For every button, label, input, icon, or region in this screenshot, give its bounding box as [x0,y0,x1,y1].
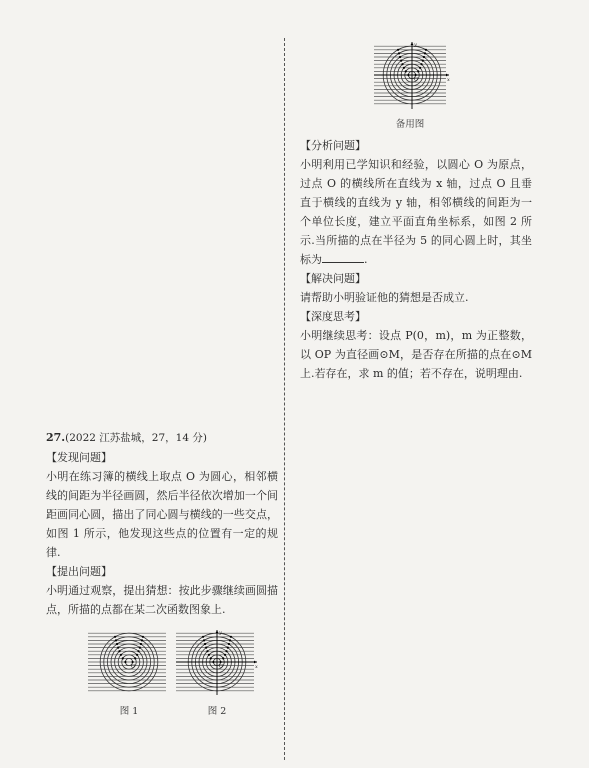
plotted-point [401,63,403,65]
origin-label: O [414,76,419,83]
left-column [46,428,278,619]
x-axis-arrow [446,74,449,77]
backup-figure-caption: 备用图 [395,119,425,130]
plotted-point [208,654,210,656]
plotted-point [227,647,229,649]
plotted-point [397,49,399,51]
discover-text: 小明在练习簿的横线上取点 O 为圆心，相邻横线的间距为半径画圆，然后半径依次增加一个间距画同心圆，描出了同心圆与横线的一些交点，如图 1 所示，他发现这些点的位置有一定的规律. [46,470,278,559]
plotted-point [114,636,116,638]
y-axis-label: y [414,42,417,48]
discover-heading: 【发现问题】 [46,451,112,464]
plotted-point [422,60,424,62]
solve-heading: 【解决问题】 [300,272,366,285]
propose-heading: 【提出问题】 [46,565,112,578]
plotted-point [140,643,142,645]
plotted-point [417,70,419,72]
propose-text: 小明通过观察，提出猜想：按此步骤继续画圆描点，所描的点都在某二次函数图象上. [46,584,278,616]
deep-text: 小明继续思考：设点 P(0，m)，m 为正整数，以 OP 为直径画⊙M，是否存在所描的点在⊙M 上.若存在，求 m 的值；若不存在，说明理由. [300,329,532,380]
plotted-point [222,657,224,659]
plotted-point [206,650,208,652]
x-axis-label: x [447,77,450,83]
plotted-point [205,647,207,649]
origin-label: O [219,663,224,670]
plotted-point [210,657,212,659]
plotted-point [142,636,144,638]
y-axis-arrow [411,42,414,45]
plotted-point [225,650,227,652]
plotted-point [203,639,205,641]
plotted-point [141,639,143,641]
plotted-point [139,647,141,649]
figure-2 [174,628,260,696]
plotted-point [136,654,138,656]
plotted-point [229,639,231,641]
plotted-point [137,650,139,652]
question-header [46,428,278,448]
plotted-point [403,67,405,69]
analysis-heading: 【分析问题】 [300,139,366,152]
plotted-point [424,52,426,54]
plotted-point [204,643,206,645]
plotted-point [405,70,407,72]
plotted-point [399,56,401,58]
y-axis-label: y [219,630,222,636]
solve-text: 请帮助小明验证他的猜想是否成立. [300,291,469,304]
analysis-text [300,155,532,269]
plotted-point [117,647,119,649]
deep-heading: 【深度思考】 [300,310,366,323]
plotted-point [398,52,400,54]
analysis-text-main: 小明利用已学知识和经验，以圆心 O 为原点，过点 O 的横线所在直线为 x 轴，过点 O 且垂直于横线的直线为 y 轴，相邻横线的间距为一个单位长度，建立平面直角坐标系，如图 2 所示.当所描的点在半径为 5 的同心圆上时，其坐标为 [300,158,532,266]
analysis-text-end: . [364,253,368,266]
x-axis-arrow [254,661,257,664]
y-axis-arrow [216,630,219,633]
plotted-point [425,49,427,51]
figure-1-caption: 图 1 [119,706,139,717]
origin-label: O [131,663,136,670]
plotted-point [419,67,421,69]
right-column [300,136,532,383]
answer-blank [322,250,364,263]
question-source: (2022 江苏盐城，27，14 分) [65,432,207,444]
plotted-point [202,636,204,638]
plotted-point [230,636,232,638]
x-axis-label: x [255,664,258,670]
plotted-point [224,654,226,656]
plotted-point [124,661,126,663]
backup-figure [372,40,452,110]
plotted-point [400,60,402,62]
plotted-point [118,650,120,652]
figure-2-caption: 图 2 [207,706,227,717]
plotted-point [116,643,118,645]
figure-1 [86,628,172,696]
plotted-point [122,657,124,659]
plotted-point [228,643,230,645]
plotted-point [134,657,136,659]
plotted-point [120,654,122,656]
plotted-point [115,639,117,641]
column-divider [284,38,285,760]
plotted-point [423,56,425,58]
question-number: 27. [46,431,66,444]
plotted-point [420,63,422,65]
